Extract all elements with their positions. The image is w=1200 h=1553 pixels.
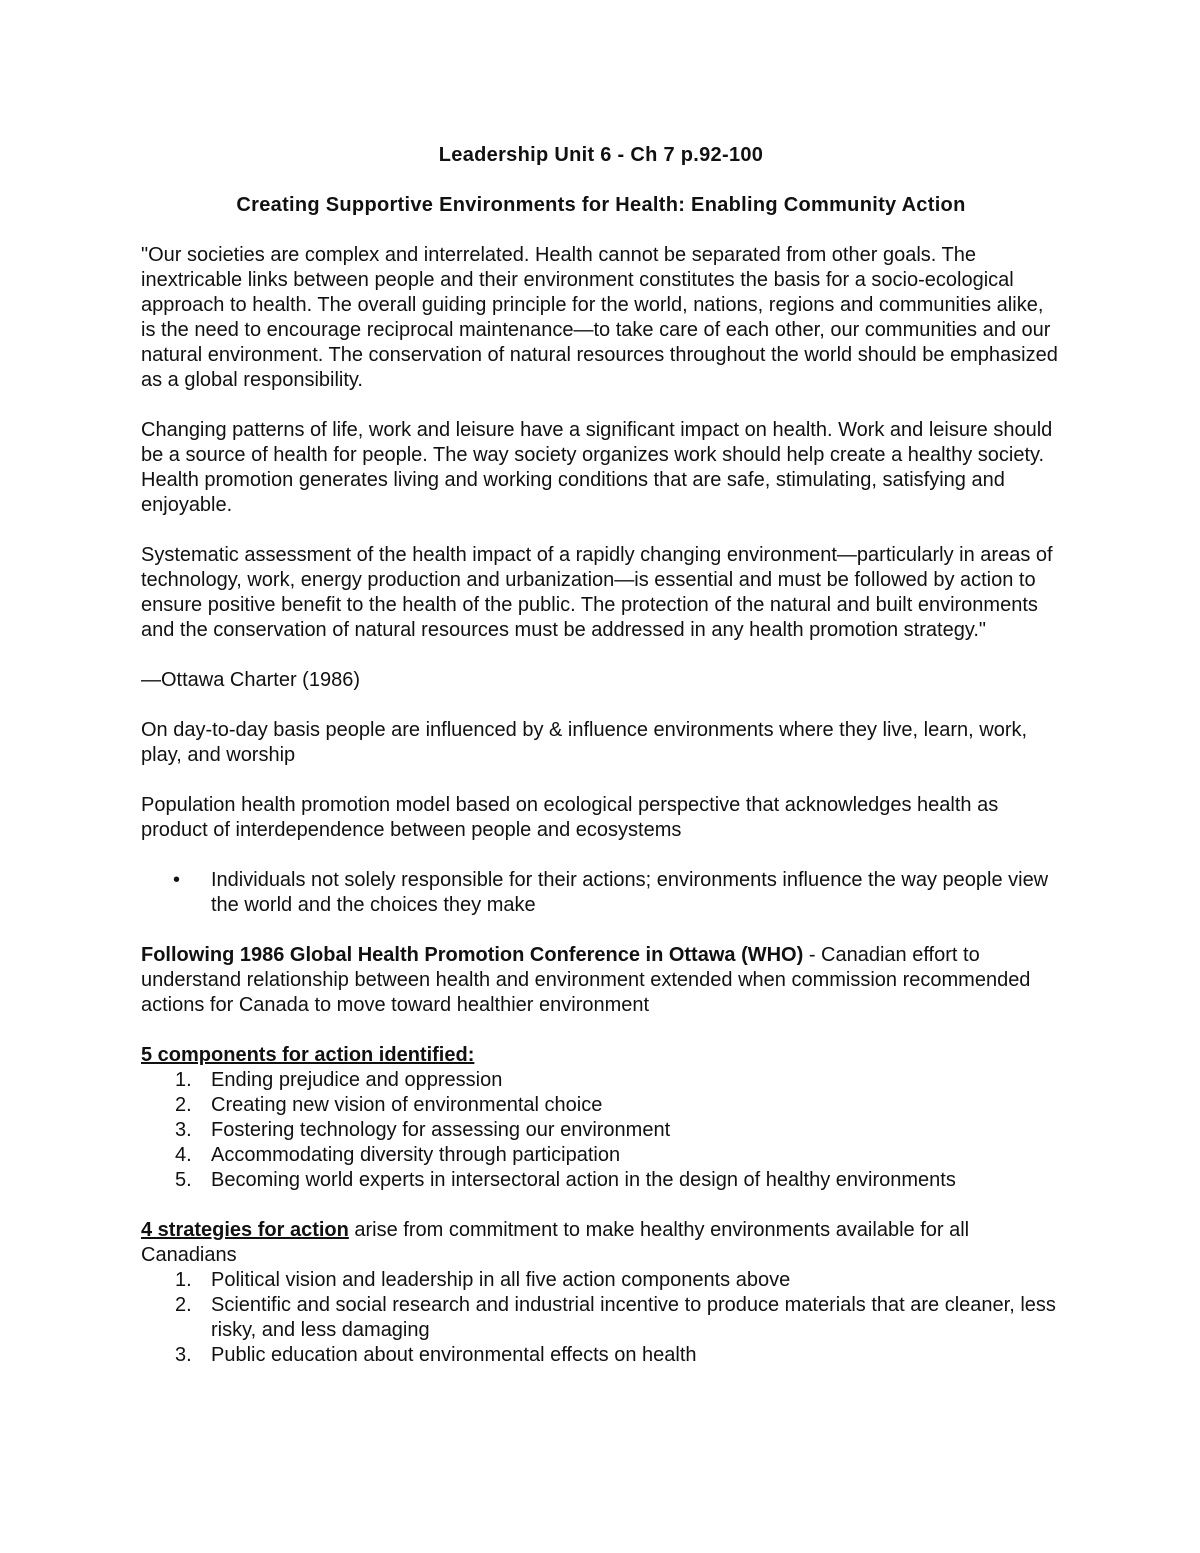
list-number: 3. — [175, 1119, 192, 1141]
list-item — [141, 1093, 1061, 1118]
list-number: 5. — [175, 1169, 192, 1191]
paragraph-conference — [141, 943, 1061, 1018]
strategies-list — [141, 1268, 1061, 1368]
list-item — [141, 1068, 1061, 1093]
list-item — [141, 1268, 1061, 1293]
list-item — [141, 1343, 1061, 1368]
components-heading-line — [141, 1043, 1061, 1068]
document-title: Leadership Unit 6 - Ch 7 p.92-100 — [438, 144, 764, 166]
components-heading: 5 components for action identified: — [141, 1044, 475, 1066]
list-number: 4. — [175, 1144, 192, 1166]
paragraph-day-to-day: On day-to-day basis people are influenced by & influence environments where they live, learn, work, play, and worship — [141, 719, 1028, 766]
list-item-text: Creating new vision of environmental choice — [211, 1094, 603, 1116]
document-page — [141, 143, 1061, 1393]
strategies-text: arise from commitment to make healthy environments available for all Canadians — [141, 1219, 970, 1266]
list-number: 3. — [175, 1344, 192, 1366]
components-list — [141, 1068, 1061, 1193]
list-item-text: Scientific and social research and industrial incentive to produce materials that are cleaner, less risky, and less damaging — [211, 1294, 1056, 1341]
bullet-list — [141, 868, 1061, 918]
list-number: 1. — [175, 1269, 192, 1291]
list-number: 1. — [175, 1069, 192, 1091]
list-item-text: Public education about environmental effects on health — [211, 1344, 697, 1366]
strategies-heading: 4 strategies for action — [141, 1219, 349, 1241]
list-item-text: Individuals not solely responsible for their actions; environments influence the way people view the world and the choices they make — [211, 869, 1049, 916]
list-item — [141, 1168, 1061, 1193]
list-item-text: Becoming world experts in intersectoral action in the design of healthy environments — [211, 1169, 956, 1191]
list-item-text: Political vision and leadership in all five action components above — [211, 1269, 791, 1291]
conference-text: - Canadian effort to understand relationship between health and environment extended when commission recommended actions for Canada to move toward healthier environment — [141, 944, 1031, 1016]
conference-bold-text: Following 1986 Global Health Promotion Conference in Ottawa (WHO) — [141, 944, 804, 966]
document-subtitle: Creating Supportive Environments for Health: Enabling Community Action — [236, 194, 966, 216]
list-item — [141, 1293, 1061, 1343]
list-number: 2. — [175, 1294, 192, 1316]
bullet-icon: • — [173, 869, 181, 891]
quote-attribution: —Ottawa Charter (1986) — [141, 669, 360, 691]
list-item — [141, 868, 1061, 918]
list-item-text: Fostering technology for assessing our environment — [211, 1119, 671, 1141]
list-item — [141, 1143, 1061, 1168]
quote-paragraph-2: Changing patterns of life, work and leisure have a significant impact on health. Work and leisure should be a source of health for people. The way society organizes work should help create a healthy society. Health promotion generates living and working conditions that are safe, stimulating, satisfying and enjoyable. — [141, 419, 1053, 516]
quote-paragraph-1: "Our societies are complex and interrelated. Health cannot be separated from other goals. The inextricable links between people and their environment constitutes the basis for a socio-ecological approach to health. The overall guiding principle for the world, nations, regions and communities alike, is the need to encourage reciprocal maintenance—to take care of each other, our communities and our natural environment. The conservation of natural resources throughout the world should be emphasized as a global responsibility. — [141, 244, 1058, 391]
list-item — [141, 1118, 1061, 1143]
list-item-text: Ending prejudice and oppression — [211, 1069, 503, 1091]
paragraph-population-health: Population health promotion model based on ecological perspective that acknowledges health as product of interdependence between people and ecosystems — [141, 794, 999, 841]
quote-paragraph-3: Systematic assessment of the health impact of a rapidly changing environment—particularly in areas of technology, work, energy production and urbanization—is essential and must be followed by action to ensure positive benefit to the health of the public. The protection of the natural and built environments and the conservation of natural resources must be addressed in any health promotion strategy." — [141, 544, 1053, 641]
list-item-text: Accommodating diversity through participation — [211, 1144, 621, 1166]
list-number: 2. — [175, 1094, 192, 1116]
strategies-heading-line — [141, 1218, 1061, 1268]
